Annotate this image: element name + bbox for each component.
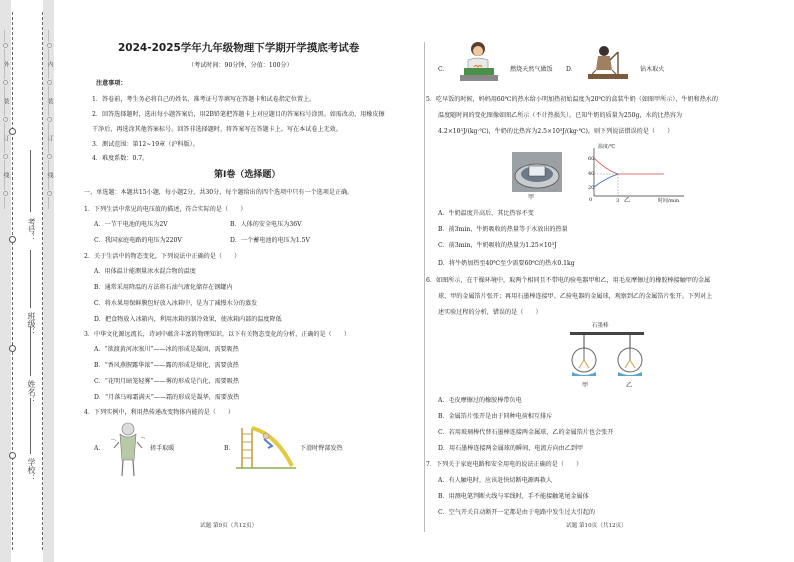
exam-title: 2024-2025学年九年级物理下学期开学摸底考试卷: [118, 42, 360, 54]
slide-illustration: [236, 420, 296, 470]
question-stem: 6．如图所示，在干燥环境中，取两个相同且不带电的验电器甲和乙，用毛皮摩擦过的橡胶棒接触甲的金属: [426, 277, 711, 284]
field-label-name: 姓名：: [27, 380, 36, 404]
question-stem-cont: 球，甲的金属箔片张开；再用石墨棒连接甲、乙验电器的金属球，观察到乙的金属箔片张开。下列对上: [438, 293, 713, 300]
question-stem: 1．下列生活中常见的电压值的描述，符合实际的是（ ）: [84, 206, 247, 213]
figure-label-jia: 甲: [582, 382, 589, 389]
option: D．把食物放入冰箱内，利用冰箱的制冷效果，使冰箱内部的温度降低: [94, 316, 282, 323]
school-line: [30, 398, 31, 454]
figure-label-yi: 乙: [626, 382, 633, 389]
graph-y-tick: 60: [588, 156, 595, 162]
option: A．牛奶温度升高后，其比热容不变: [438, 210, 534, 217]
exam-number-line: [30, 150, 31, 212]
option: B．通常采用降温的方法将石油气液化储存在钢罐内: [94, 284, 233, 291]
question-stem-cont: 温度随时间的变化图像如图乙所示（不计热损失）。已知牛奶的质量为250g，水的比热容为: [438, 112, 683, 119]
section-title: 第Ⅰ卷（选择题）: [214, 170, 281, 180]
question-stem: 2．关于生活中的物态变化，下列说法中正确的是（ ）: [84, 253, 241, 260]
graph-x-tick: 3: [616, 198, 620, 204]
graph-x-label: 时间/min: [658, 198, 680, 204]
milk-box-in-water-photo: [512, 152, 562, 192]
binding-hole: [9, 128, 16, 135]
option: B．“香风燕腥露华浓”——露的形成是熔化，需要放热: [94, 362, 239, 369]
graph-y-label: 温度/℃: [598, 144, 616, 150]
option: C．前3min，牛奶吸收的热量为1.25×10³J: [438, 242, 557, 249]
option: D．用石墨棒连接两金属球的瞬间，电流方向由乙到甲: [438, 445, 584, 452]
binding-hole: [9, 452, 16, 459]
figure-label-yi: 乙: [624, 197, 631, 204]
option: A．有人触电时，应该赶快切断电源再救人: [438, 477, 553, 484]
question-stem-cont: 4.2×10³J/(kg·℃)，牛奶的比热容为2.5×10³J/(kg·℃)，则下列说法错误的是（ ）: [438, 128, 674, 135]
electroscope-figure: [562, 330, 652, 382]
question-stem: 5．吃早饭的时候，妈妈用60℃的热水给小明加热初始温度为20℃的盒装牛奶（如图甲所示），牛奶和热水的: [426, 96, 718, 103]
option-label-b: B．: [224, 445, 235, 452]
fold-text-inner: ……○……内……○……装……○……订……○……线……○……: [46, 30, 53, 209]
option: A．用体温计能测量冰水混合物的温度: [94, 268, 196, 275]
field-label-class: 班级：: [27, 312, 36, 336]
note-item: 3．测试范围：第12~19章（沪科版）。: [92, 141, 199, 148]
section-intro: 一、单选题：本题共15小题，每小题2分，共30分，每个题给出的四个选项中只有一个选项是正确。: [84, 189, 354, 196]
name-line: [30, 326, 31, 376]
option-text-slide: 下滑时臀部发热: [300, 445, 343, 452]
field-label-school: 学校：: [27, 458, 36, 482]
question-stem: 4．下列实例中，利用热传递改变物体内能的是（ ）: [84, 409, 235, 416]
option-label-c: C．: [438, 66, 449, 73]
question-stem: 3．中华文化源远流长，诗词中蕴含丰富的物理知识，以下有关物态变化的分析，正确的是（ ）: [84, 331, 350, 338]
graph-origin: 0: [589, 197, 593, 203]
option: D．将牛奶加热至40℃至少需要60℃的热水0.1kg: [438, 260, 575, 267]
option: A．一节干电池的电压为2V: [94, 221, 168, 228]
binding-strip: [0, 0, 54, 562]
page-footer-right: 试题 第10页（共12页）: [566, 523, 627, 529]
option: D．一个蓄电池的电压为1.5V: [230, 237, 310, 244]
option: C．若用玻璃棒代替石墨棒连接两金属球，乙的金属箔片也会张开: [438, 429, 614, 436]
option: A．“欲渡黄河冰塞川”——冰的形成是凝固，需要吸热: [94, 346, 239, 353]
option: D．“月落乌啼霜满天”——霜的形成是凝华，需要放热: [94, 394, 240, 401]
drilling-wood-fire-illustration: [584, 44, 630, 82]
option: A．毛皮摩擦过的橡胶棒带负电: [438, 397, 522, 404]
class-line: [30, 250, 31, 308]
binding-hole: [9, 345, 16, 352]
option-text-drilling-fire: 钻木取火: [640, 66, 665, 73]
field-label-exam-number: 考号：: [27, 218, 36, 242]
option: B．人体的安全电压为36V: [230, 221, 302, 228]
rubbing-hands-illustration: [110, 420, 146, 478]
graphite-rod-label: 石墨棒: [592, 323, 609, 329]
cooking-gas-illustration: [456, 40, 502, 84]
fold-line-inner: [42, 12, 43, 550]
note-item: 4．难度系数：0.7。: [92, 155, 149, 162]
option: C．空气开关自动断开一定都是由于电路中发生过大引起的: [438, 509, 596, 516]
option-text-gas-cooking: 燃烧天然气做饭: [510, 66, 553, 73]
question-stem: 7．下列关于家庭电路和安全用电的说法正确的是（ ）: [426, 461, 583, 468]
note-item: 1．答卷前，考生务必将自己的姓名、准考证号等填写在答题卡和试卷指定位置上。: [92, 96, 316, 103]
option-label-a: A．: [94, 445, 105, 452]
temperature-time-graph: [584, 144, 690, 204]
note-item: 干净后，再选涂其他答案标号。回答非选择题时，将答案写在答题卡上。写在本试卷上无效。: [92, 126, 342, 133]
graph-y-tick: 40: [588, 171, 595, 177]
option: C．“花明月暗笼轻雾”——雾的形成是汽化，需要吸热: [94, 378, 239, 385]
option: C．将水果用保鲜膜包好放入冰箱中，是为了减慢水分的蒸发: [94, 300, 258, 307]
page-divider: [424, 42, 425, 532]
option: B．用测电笔判断火线与零线时，手不能接触笔尾金属体: [438, 493, 589, 500]
fold-text-outer: ……○……外……○……装……○……订……○……线……○……: [2, 30, 9, 209]
exam-subtitle: （考试时间：90分钟，分值：100分）: [188, 62, 293, 69]
option-label-d: D．: [566, 66, 577, 73]
option: B．前3min，牛奶吸收的热量等于水放出的热量: [438, 226, 568, 233]
graph-y-tick: 20: [588, 185, 595, 191]
figure-label-jia: 甲: [528, 194, 535, 201]
notes-heading: 注意事项：: [96, 80, 127, 87]
question-stem-cont: 述实验过程的分析，错误的是（ ）: [438, 309, 542, 316]
fold-line-outer: [12, 12, 13, 550]
option-text-rubbing-hands: 搓手取暖: [150, 445, 175, 452]
option: B．金属箔片张开是由于同种电荷相互排斥: [438, 413, 553, 420]
binding-hole: [9, 236, 16, 243]
option: C．我国家庭电路的电压为220V: [94, 237, 182, 244]
note-item: 2．回答选择题时，选出每小题答案后，用2B铅笔把答题卡上对应题目的答案标号涂黑。如需改动，用橡皮擦: [92, 111, 385, 118]
page-footer-left: 试题 第9页（共12页）: [200, 523, 258, 529]
